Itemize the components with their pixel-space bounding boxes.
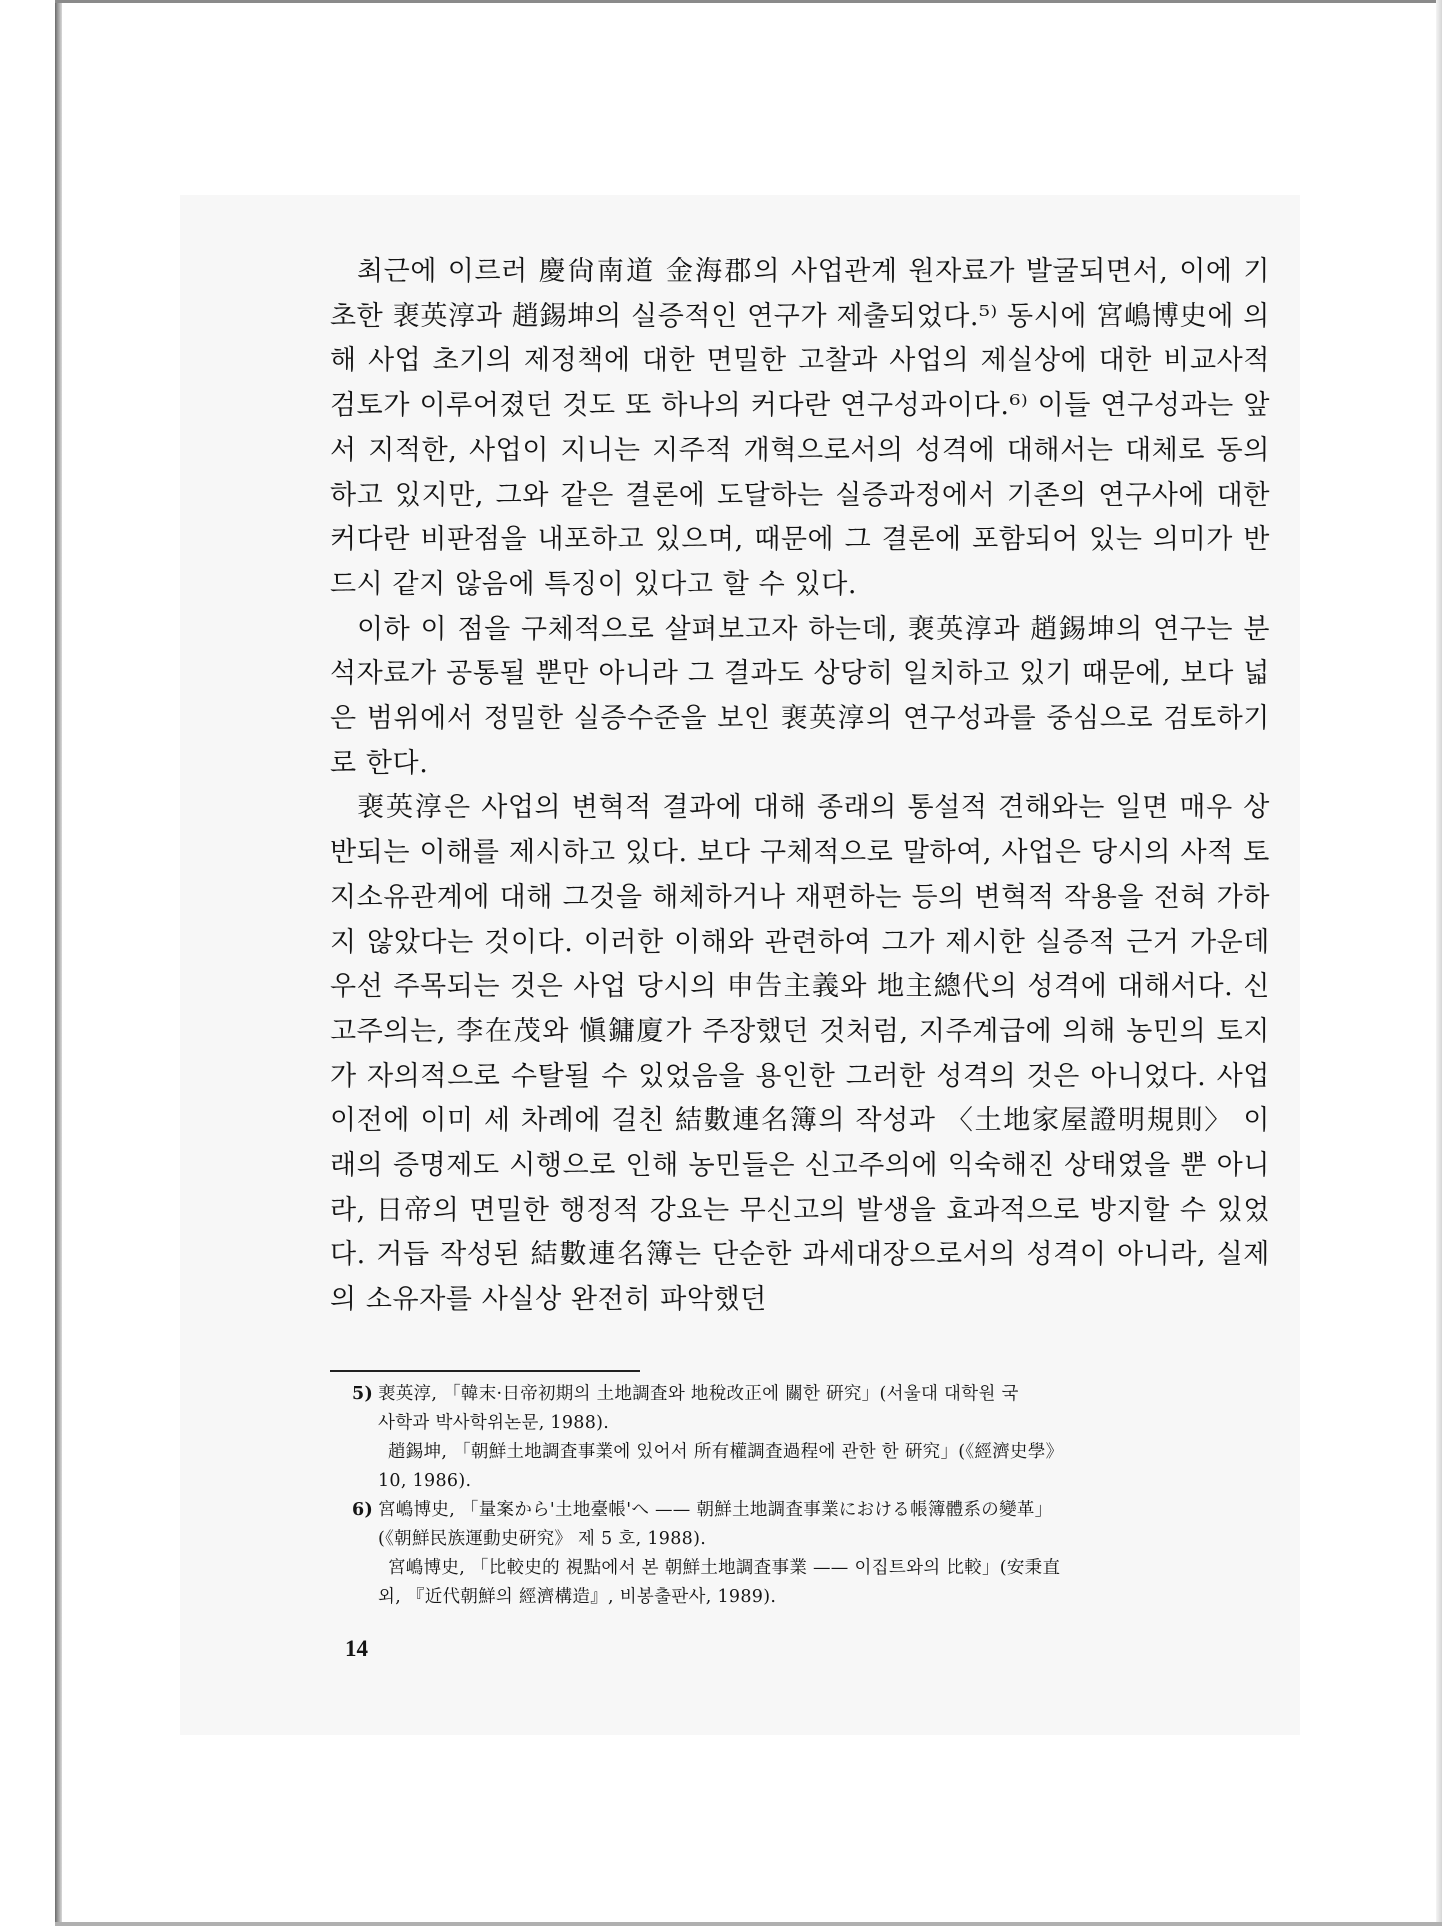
paragraph-1: 최근에 이르러 慶尙南道 金海郡의 사업관계 원자료가 발굴되면서, 이에 기초한 裵英淳과 趙錫坤의 실증적인 연구가 제출되었다.⁵⁾ 동시에 宮嶋博史에 의해 사업 초기의 제정책에 대한 면밀한 고찰과 사업의 제실상에 대한 비교사적 검토가 이루어졌던 것도 또 하나의 커다란 연구성과이다.⁶⁾ 이들 연구성과는 앞서 지적한, 사업이 지니는 지주적 개혁으로서의 성격에 대해서는 대체로 동의하고 있지만, 그와 같은 결론에 도달하는 실증과정에서 기존의 연구사에 대한 커다란 비판점을 내포하고 있으며, 때문에 그 결론에 포함되어 있는 의미가 반드시 같지 않음에 특징이 있다고 할 수 있다. bbox=[330, 256, 1270, 600]
footnote-5 bbox=[352, 1380, 1270, 1496]
paragraph-2: 이하 이 점을 구체적으로 살펴보고자 하는데, 裵英淳과 趙錫坤의 연구는 분석자료가 공통될 뿐만 아니라 그 결과도 상당히 일치하고 있기 때문에, 보다 넓은 범위에서 정밀한 실증수준을 보인 裵英淳의 연구성과를 중심으로 검토하기로 한다. bbox=[330, 613, 1270, 779]
paragraph-3: 裵英淳은 사업의 변혁적 결과에 대해 종래의 통설적 견해와는 일면 매우 상반되는 이해를 제시하고 있다. 보다 구체적으로 말하여, 사업은 당시의 사적 토지소유관계에 대해 그것을 해체하거나 재편하는 등의 변혁적 작용을 전혀 가하지 않았다는 것이다. 이러한 이해와 관련하여 그가 제시한 실증적 근거 가운데 우선 주목되는 것은 사업 당시의 申告主義와 地主總代의 성격에 대해서다. 신고주의는, 李在茂와 愼鏞廈가 주장했던 것처럼, 지주계급에 의해 농민의 토지가 자의적으로 수탈될 수 있었음을 용인한 그러한 성격의 것은 아니었다. 사업 이전에 이미 세 차례에 걸친 結數連名簿의 작성과 〈土地家屋證明規則〉 이래의 증명제도 시행으로 인해 농민들은 신고주의에 익숙해진 상태였을 뿐 아니라, 日帝의 면밀한 행정적 강요는 무신고의 발생을 효과적으로 방지할 수 있었다. 거듭 작성된 結數連名簿는 단순한 과세대장으로서의 성격이 아니라, 실제의 소유자를 사실상 완전히 파악했던 bbox=[330, 792, 1270, 1316]
footnote-line: 외, 『近代朝鮮의 經濟構造』, 비봉출판사, 1989). bbox=[378, 1587, 777, 1607]
viewer-right-edge bbox=[1436, 0, 1442, 1926]
footnote-line: 10, 1986). bbox=[378, 1471, 472, 1491]
footnotes bbox=[352, 1380, 1270, 1612]
footnote-line: (《朝鮮民族運動史硏究》 제 5 호, 1988). bbox=[378, 1529, 707, 1549]
footnote-line: 裵英淳, 「韓末·日帝初期의 土地調査와 地稅改正에 關한 硏究」(서울대 대학원 국 bbox=[378, 1384, 1019, 1404]
footnote-separator bbox=[330, 1370, 640, 1372]
footnote-line: 宮嶋博史, 「比較史的 視點에서 본 朝鮮土地調査事業 —— 이집트와의 比較」(安秉直 bbox=[388, 1558, 1061, 1578]
footnote-number: 5) bbox=[352, 1384, 374, 1404]
footnote-6 bbox=[352, 1496, 1270, 1612]
footnote-line: 趙錫坤, 「朝鮮土地調査事業에 있어서 所有權調査過程에 관한 한 硏究」(《經濟史學》 bbox=[388, 1442, 1064, 1462]
page-number: 14 bbox=[345, 1636, 368, 1661]
footnote-line: 사학과 박사학위논문, 1988). bbox=[378, 1413, 610, 1433]
viewer-bottom-edge bbox=[55, 1922, 1442, 1926]
footnote-number: 6) bbox=[352, 1500, 374, 1520]
viewer-left-edge bbox=[55, 0, 62, 1926]
footnote-line: 宮嶋博史, 「量案から'土地臺帳'へ —— 朝鮮土地調査事業における帳簿體系の變革」 bbox=[378, 1500, 1053, 1520]
body-text bbox=[330, 250, 1270, 1323]
